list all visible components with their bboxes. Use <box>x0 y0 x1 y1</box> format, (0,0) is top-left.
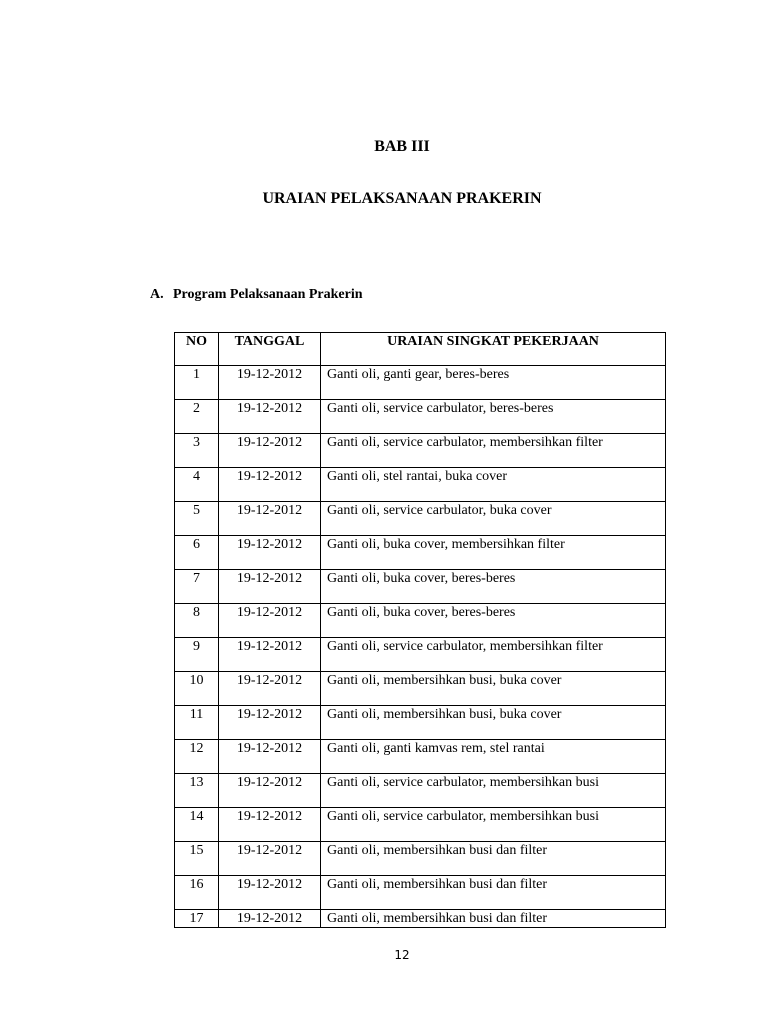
cell-no: 9 <box>175 638 219 672</box>
cell-description: Ganti oli, membersihkan busi, buka cover <box>321 706 666 740</box>
cell-description: Ganti oli, service carbulator, beres-beres <box>321 400 666 434</box>
cell-date: 19-12-2012 <box>219 808 321 842</box>
table-row <box>175 808 666 842</box>
section-title: Program Pelaksanaan Prakerin <box>173 287 363 302</box>
table-row <box>175 434 666 468</box>
cell-no: 11 <box>175 706 219 740</box>
cell-no: 4 <box>175 468 219 502</box>
cell-no: 13 <box>175 774 219 808</box>
cell-description: Ganti oli, service carbulator, membersihkan busi <box>321 774 666 808</box>
cell-description: Ganti oli, buka cover, beres-beres <box>321 570 666 604</box>
section-letter: A. <box>150 287 164 302</box>
table-row <box>175 570 666 604</box>
table-row <box>175 536 666 570</box>
cell-date: 19-12-2012 <box>219 842 321 876</box>
cell-no: 1 <box>175 366 219 400</box>
table-row <box>175 774 666 808</box>
cell-date: 19-12-2012 <box>219 366 321 400</box>
cell-date: 19-12-2012 <box>219 536 321 570</box>
cell-no: 8 <box>175 604 219 638</box>
cell-description: Ganti oli, ganti gear, beres-beres <box>321 366 666 400</box>
cell-description: Ganti oli, service carbulator, membersihkan filter <box>321 638 666 672</box>
table-row <box>175 604 666 638</box>
cell-date: 19-12-2012 <box>219 468 321 502</box>
header-date: TANGGAL <box>219 333 321 366</box>
cell-no: 15 <box>175 842 219 876</box>
cell-description: Ganti oli, membersihkan busi dan filter <box>321 910 666 928</box>
cell-date: 19-12-2012 <box>219 740 321 774</box>
cell-no: 5 <box>175 502 219 536</box>
cell-no: 2 <box>175 400 219 434</box>
cell-description: Ganti oli, stel rantai, buka cover <box>321 468 666 502</box>
cell-date: 19-12-2012 <box>219 774 321 808</box>
cell-description: Ganti oli, service carbulator, membersihkan busi <box>321 808 666 842</box>
cell-date: 19-12-2012 <box>219 910 321 928</box>
activity-table <box>174 332 666 928</box>
section-heading <box>150 287 363 303</box>
cell-no: 16 <box>175 876 219 910</box>
table-row <box>175 910 666 928</box>
cell-no: 6 <box>175 536 219 570</box>
cell-description: Ganti oli, membersihkan busi dan filter <box>321 876 666 910</box>
chapter-title: URAIAN PELAKSANAAN PRAKERIN <box>262 190 542 207</box>
cell-date: 19-12-2012 <box>219 604 321 638</box>
table-row <box>175 740 666 774</box>
header-description: URAIAN SINGKAT PEKERJAAN <box>321 333 666 366</box>
chapter-number: BAB III <box>374 138 430 155</box>
cell-no: 10 <box>175 672 219 706</box>
page-number: 12 <box>394 948 410 962</box>
cell-no: 12 <box>175 740 219 774</box>
cell-description: Ganti oli, membersihkan busi, buka cover <box>321 672 666 706</box>
cell-no: 7 <box>175 570 219 604</box>
cell-description: Ganti oli, ganti kamvas rem, stel rantai <box>321 740 666 774</box>
table-row <box>175 876 666 910</box>
table-row <box>175 502 666 536</box>
table-row <box>175 400 666 434</box>
cell-no: 14 <box>175 808 219 842</box>
table-header-row <box>175 333 666 366</box>
header-no: NO <box>175 333 219 366</box>
cell-description: Ganti oli, buka cover, beres-beres <box>321 604 666 638</box>
cell-no: 17 <box>175 910 219 928</box>
table-row <box>175 366 666 400</box>
cell-date: 19-12-2012 <box>219 570 321 604</box>
cell-description: Ganti oli, buka cover, membersihkan filter <box>321 536 666 570</box>
table-row <box>175 638 666 672</box>
cell-date: 19-12-2012 <box>219 638 321 672</box>
table-row <box>175 672 666 706</box>
cell-description: Ganti oli, service carbulator, buka cover <box>321 502 666 536</box>
table-row <box>175 842 666 876</box>
cell-date: 19-12-2012 <box>219 876 321 910</box>
cell-description: Ganti oli, service carbulator, membersihkan filter <box>321 434 666 468</box>
table-row <box>175 468 666 502</box>
cell-date: 19-12-2012 <box>219 706 321 740</box>
cell-no: 3 <box>175 434 219 468</box>
cell-date: 19-12-2012 <box>219 400 321 434</box>
cell-date: 19-12-2012 <box>219 434 321 468</box>
cell-date: 19-12-2012 <box>219 502 321 536</box>
cell-description: Ganti oli, membersihkan busi dan filter <box>321 842 666 876</box>
cell-date: 19-12-2012 <box>219 672 321 706</box>
table-row <box>175 706 666 740</box>
